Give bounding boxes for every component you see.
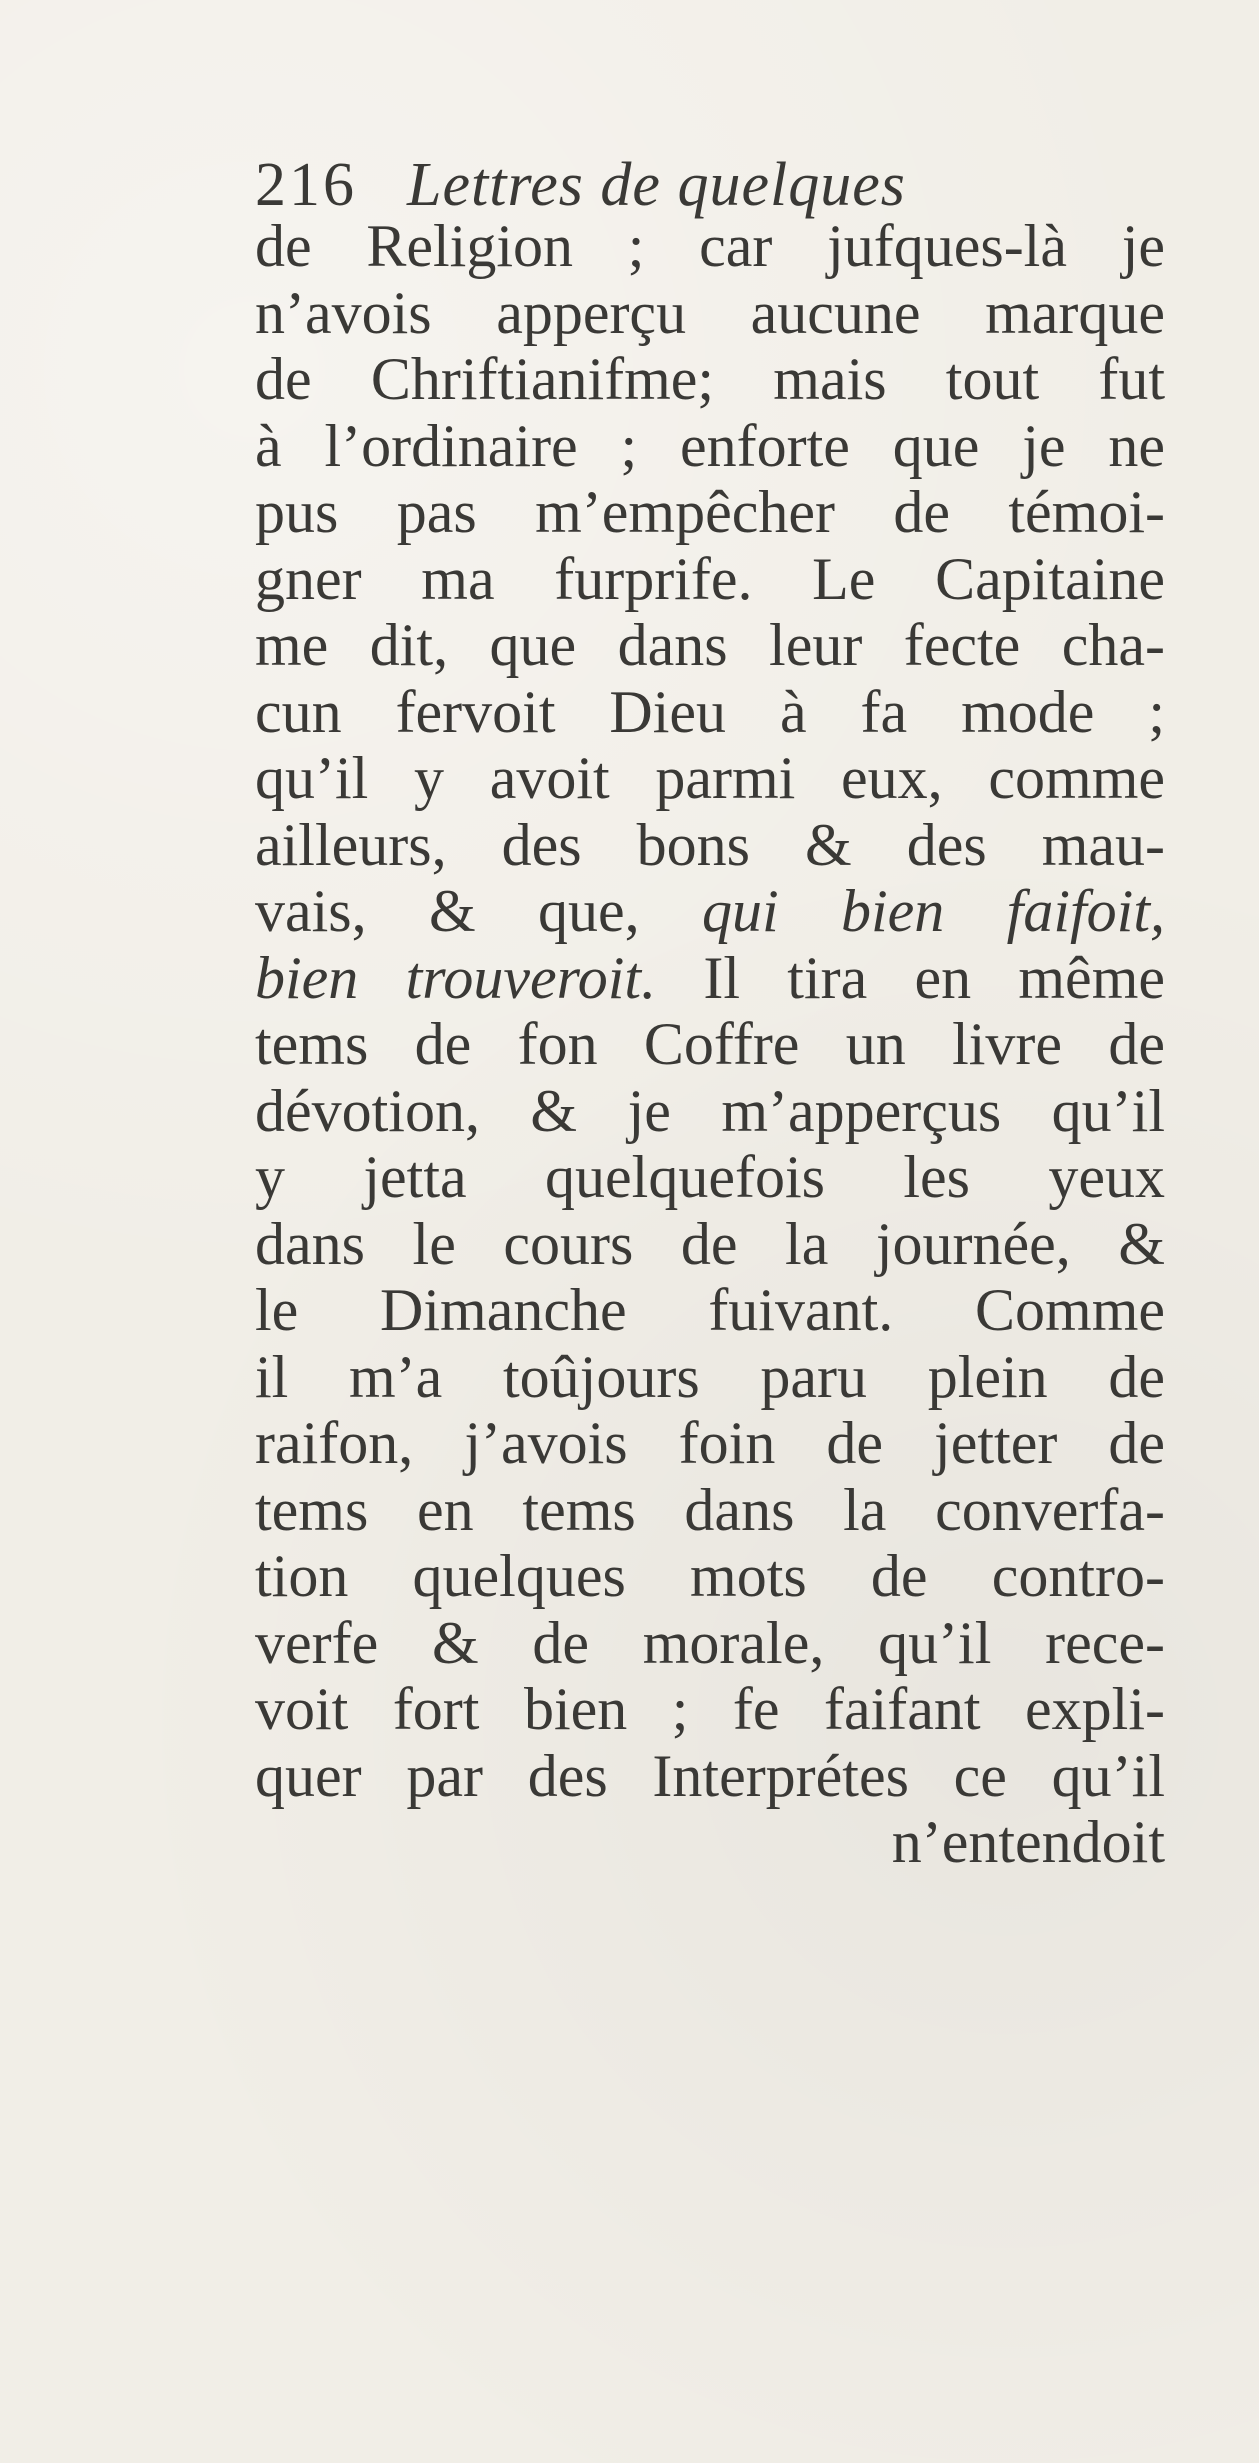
text-line xyxy=(255,945,1165,1012)
text-line: de Religion ; car jufques-là je xyxy=(255,213,1165,279)
text-line: dans le cours de la journée, & xyxy=(255,1210,1165,1277)
text-line xyxy=(255,878,1165,945)
text-line: cun fervoit Dieu à fa mode ; xyxy=(255,678,1165,745)
text-line: qu’il y avoit parmi eux, comme xyxy=(255,745,1165,811)
text-line: me dit, que dans leur fecte cha- xyxy=(255,612,1165,678)
text-line: à l’ordinaire ; enforte que je ne xyxy=(255,412,1165,479)
text-segment: Il tira en même xyxy=(656,944,1165,1011)
italic-quote: bien trouveroit. xyxy=(255,944,657,1011)
text-line: pus pas m’empêcher de témoi- xyxy=(255,479,1165,545)
text-line: tems en tems dans la converfa- xyxy=(255,1476,1165,1543)
page-number: 216 xyxy=(255,151,357,219)
text-segment: vais, & que, xyxy=(255,878,702,944)
page-header xyxy=(255,150,906,220)
text-line: tems de fon Coffre un livre de xyxy=(255,1011,1165,1077)
text-line: quer par des Interprétes ce qu’il xyxy=(255,1742,1165,1809)
text-line: tion quelques mots de contro- xyxy=(255,1543,1165,1609)
text-line: ailleurs, des bons & des mau- xyxy=(255,811,1165,878)
text-line: dévotion, & je m’apperçus qu’il xyxy=(255,1077,1165,1144)
catchword: n’entendoit xyxy=(891,1809,1165,1875)
text-line: verfe & de morale, qu’il rece- xyxy=(255,1609,1165,1676)
running-head: Lettres de quelques xyxy=(407,151,906,219)
text-line: gner ma furprife. Le Capitaine xyxy=(255,545,1165,612)
body-text xyxy=(255,213,1165,1876)
text-line: y jetta quelquefois les yeux xyxy=(255,1144,1165,1210)
text-line: le Dimanche fuivant. Comme xyxy=(255,1277,1165,1343)
text-line: il m’a toûjours paru plein de xyxy=(255,1343,1165,1410)
text-line: n’avois apperçu aucune marque xyxy=(255,279,1165,346)
text-line: voit fort bien ; fe faifant expli- xyxy=(255,1676,1165,1742)
text-line: de Chriftianifme; mais tout fut xyxy=(255,346,1165,412)
italic-quote: qui bien faifoit, xyxy=(701,878,1165,944)
text-line: raifon, j’avois foin de jetter de xyxy=(255,1410,1165,1476)
